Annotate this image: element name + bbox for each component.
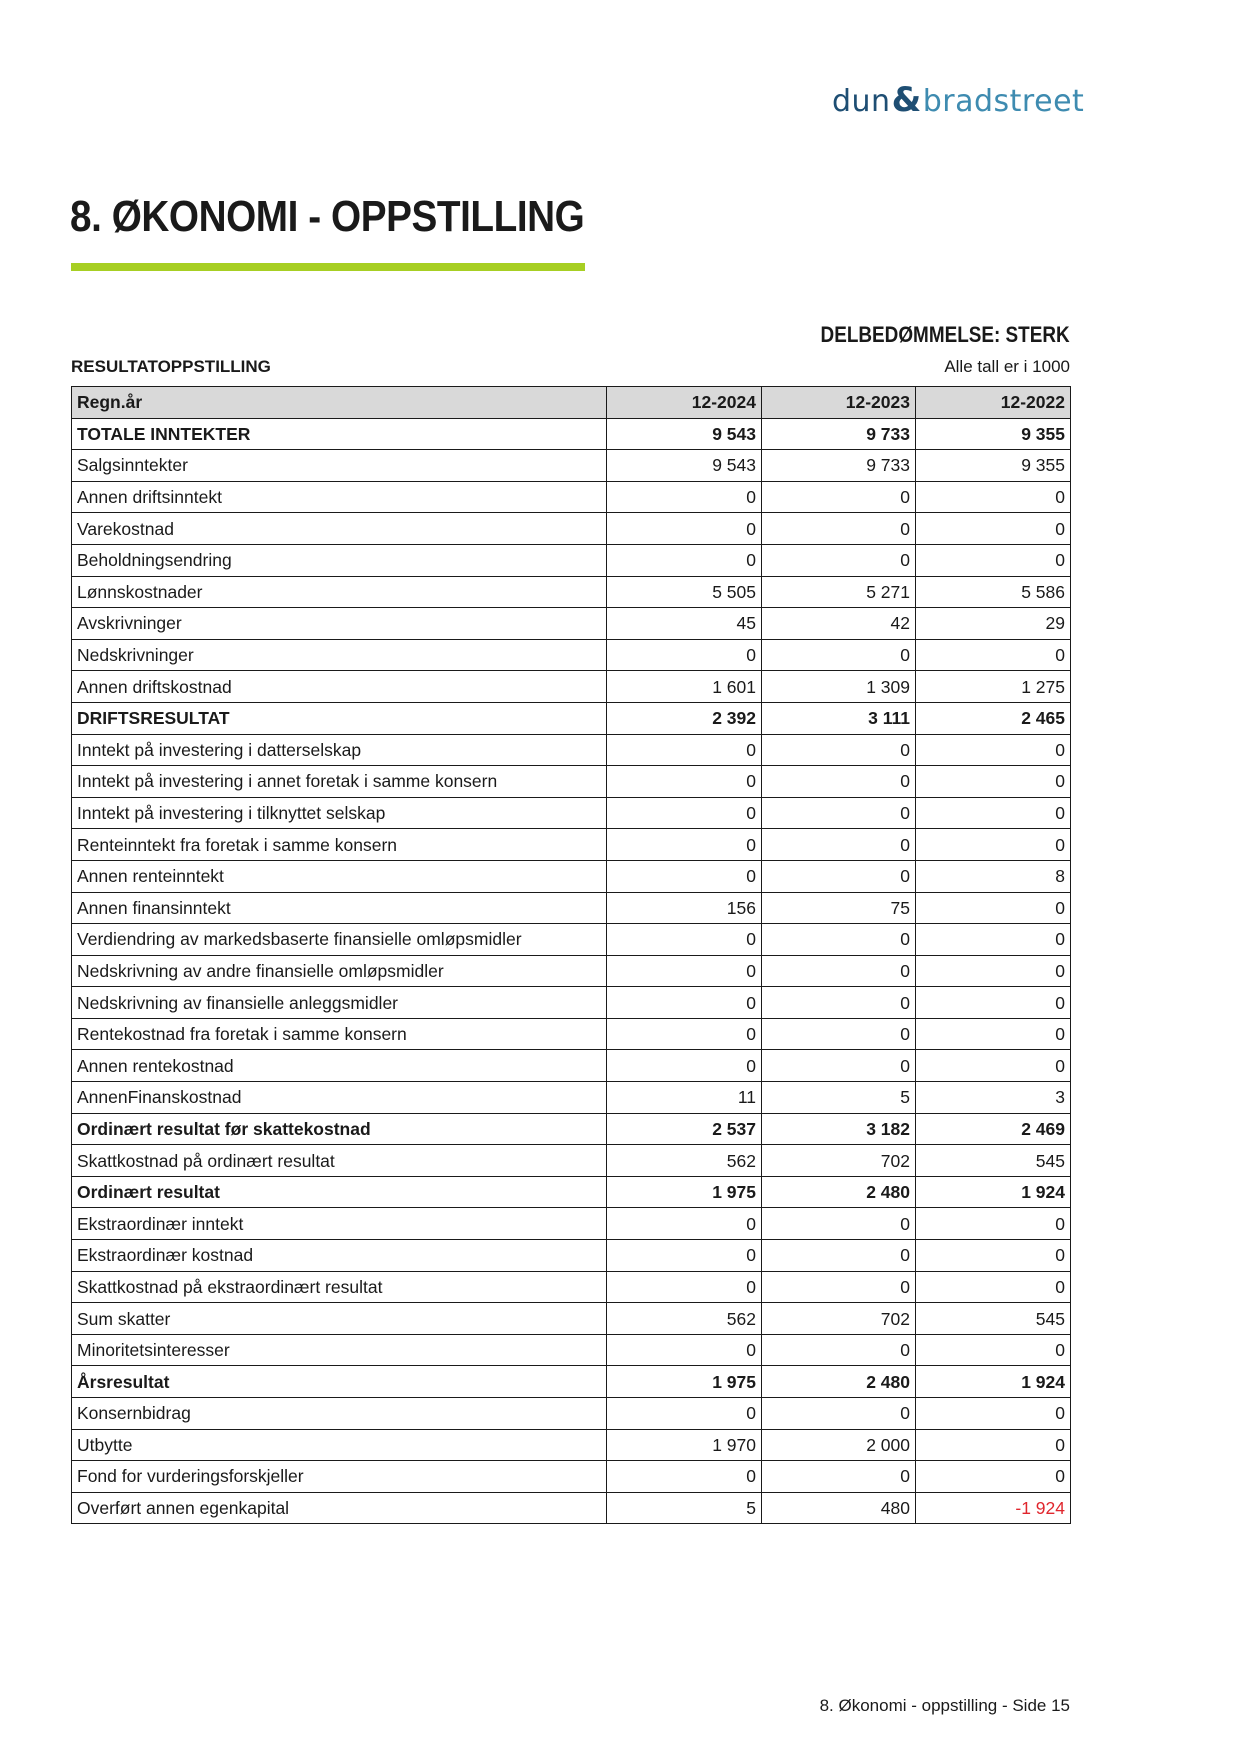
- table-row: [72, 544, 1071, 576]
- row-value: 0: [607, 1398, 762, 1430]
- row-value: 0: [762, 1240, 916, 1272]
- row-value: 3 111: [762, 702, 916, 734]
- row-value: 0: [916, 987, 1071, 1019]
- column-header-2023: 12-2023: [762, 387, 916, 419]
- row-value: 0: [607, 860, 762, 892]
- row-value: 9 543: [607, 450, 762, 482]
- rating-label: DELBEDØMMELSE: STERK: [820, 322, 1070, 347]
- row-value: 0: [762, 544, 916, 576]
- table-row: [72, 481, 1071, 513]
- row-value: 0: [916, 639, 1071, 671]
- row-value: 1 309: [762, 671, 916, 703]
- row-value: 0: [762, 797, 916, 829]
- dun-bradstreet-logo: [832, 80, 1085, 120]
- row-value: 0: [762, 1334, 916, 1366]
- row-label: Minoritetsinteresser: [72, 1334, 607, 1366]
- row-value: 0: [762, 924, 916, 956]
- logo-text-dun: dun: [832, 84, 891, 119]
- row-value: 545: [916, 1145, 1071, 1177]
- table-row: [72, 1176, 1071, 1208]
- row-value: 2 537: [607, 1113, 762, 1145]
- row-value: 0: [607, 987, 762, 1019]
- table-row: [72, 450, 1071, 482]
- table-row: [72, 734, 1071, 766]
- row-value: 5: [607, 1492, 762, 1524]
- row-value: 1 975: [607, 1176, 762, 1208]
- row-label: Renteinntekt fra foretak i samme konsern: [72, 829, 607, 861]
- row-label: Annen renteinntekt: [72, 860, 607, 892]
- row-value: 0: [762, 734, 916, 766]
- row-value: 0: [916, 1018, 1071, 1050]
- section-heading: RESULTATOPPSTILLING: [71, 357, 271, 376]
- row-value: 0: [916, 513, 1071, 545]
- row-value: 0: [916, 481, 1071, 513]
- row-value: 0: [607, 797, 762, 829]
- table-row: [72, 639, 1071, 671]
- table-row: [72, 1492, 1071, 1524]
- row-value: 0: [607, 955, 762, 987]
- row-label: Annen finansinntekt: [72, 892, 607, 924]
- row-value: 5 271: [762, 576, 916, 608]
- row-value: 0: [607, 829, 762, 861]
- row-value: 0: [607, 513, 762, 545]
- table-row: [72, 829, 1071, 861]
- row-label: Overført annen egenkapital: [72, 1492, 607, 1524]
- row-value: 9 355: [916, 450, 1071, 482]
- row-value: 480: [762, 1492, 916, 1524]
- row-value: 0: [916, 1050, 1071, 1082]
- row-value: 1 601: [607, 671, 762, 703]
- income-statement-table: [71, 386, 1071, 1524]
- row-value: 0: [762, 829, 916, 861]
- row-value: 2 465: [916, 702, 1071, 734]
- row-value: 0: [916, 892, 1071, 924]
- unit-note: Alle tall er i 1000: [944, 357, 1070, 376]
- table-row: [72, 1240, 1071, 1272]
- page-footer: 8. Økonomi - oppstilling - Side 15: [819, 1696, 1070, 1715]
- table-row: [72, 1208, 1071, 1240]
- table-header-row: [72, 387, 1071, 419]
- row-value: 702: [762, 1145, 916, 1177]
- row-value: 0: [916, 797, 1071, 829]
- row-value: 0: [762, 481, 916, 513]
- row-label: Sum skatter: [72, 1303, 607, 1335]
- row-label: Annen driftskostnad: [72, 671, 607, 703]
- row-value: 0: [762, 987, 916, 1019]
- row-value: 562: [607, 1145, 762, 1177]
- row-value: 1 924: [916, 1176, 1071, 1208]
- row-value: 0: [916, 1240, 1071, 1272]
- row-label: Lønnskostnader: [72, 576, 607, 608]
- row-value: 5 505: [607, 576, 762, 608]
- row-label: Inntekt på investering i annet foretak i samme konsern: [72, 766, 607, 798]
- row-value: 29: [916, 608, 1071, 640]
- row-value: 0: [607, 766, 762, 798]
- row-value: 9 543: [607, 418, 762, 450]
- table-row: [72, 1082, 1071, 1114]
- row-value: 0: [916, 955, 1071, 987]
- row-label: Avskrivninger: [72, 608, 607, 640]
- row-value: 9 355: [916, 418, 1071, 450]
- row-value: 0: [762, 1461, 916, 1493]
- row-value: 0: [916, 1208, 1071, 1240]
- table-row: [72, 1113, 1071, 1145]
- table-row: [72, 1145, 1071, 1177]
- row-value: 42: [762, 608, 916, 640]
- row-label: Fond for vurderingsforskjeller: [72, 1461, 607, 1493]
- row-value: 0: [607, 1018, 762, 1050]
- row-value: 2 480: [762, 1176, 916, 1208]
- table-row: [72, 1050, 1071, 1082]
- table-row: [72, 987, 1071, 1019]
- row-value: 562: [607, 1303, 762, 1335]
- logo-ampersand-icon: &: [891, 80, 922, 120]
- row-value: 0: [762, 639, 916, 671]
- table-row: [72, 608, 1071, 640]
- table-row: [72, 1366, 1071, 1398]
- row-value: 0: [607, 1271, 762, 1303]
- row-label: Konsernbidrag: [72, 1398, 607, 1430]
- row-value: -1 924: [916, 1492, 1071, 1524]
- row-value: 1 975: [607, 1366, 762, 1398]
- row-value: 0: [762, 1208, 916, 1240]
- row-value: 0: [916, 734, 1071, 766]
- table-row: [72, 797, 1071, 829]
- row-value: 75: [762, 892, 916, 924]
- table-row: [72, 766, 1071, 798]
- row-value: 0: [762, 1398, 916, 1430]
- column-header-year: Regn.år: [72, 387, 607, 419]
- table-row: [72, 671, 1071, 703]
- row-label: Årsresultat: [72, 1366, 607, 1398]
- table-row: [72, 1303, 1071, 1335]
- row-label: Ordinært resultat: [72, 1176, 607, 1208]
- row-label: Salgsinntekter: [72, 450, 607, 482]
- table-row: [72, 702, 1071, 734]
- column-header-2024: 12-2024: [607, 387, 762, 419]
- row-value: 0: [607, 1240, 762, 1272]
- table-body: [72, 418, 1071, 1524]
- row-value: 0: [762, 766, 916, 798]
- row-label: Nedskrivning av finansielle anleggsmidler: [72, 987, 607, 1019]
- row-value: 5 586: [916, 576, 1071, 608]
- row-value: 0: [607, 1334, 762, 1366]
- row-label: Verdiendring av markedsbaserte finansielle omløpsmidler: [72, 924, 607, 956]
- row-value: 702: [762, 1303, 916, 1335]
- row-value: 2 000: [762, 1429, 916, 1461]
- row-value: 0: [607, 1208, 762, 1240]
- row-value: 0: [916, 1271, 1071, 1303]
- row-value: 0: [762, 1018, 916, 1050]
- table-row: [72, 1429, 1071, 1461]
- row-label: Nedskrivninger: [72, 639, 607, 671]
- row-label: Varekostnad: [72, 513, 607, 545]
- table-row: [72, 892, 1071, 924]
- column-header-2022: 12-2022: [916, 387, 1071, 419]
- row-value: 1 275: [916, 671, 1071, 703]
- row-value: 1 924: [916, 1366, 1071, 1398]
- row-value: 2 480: [762, 1366, 916, 1398]
- row-label: Ekstraordinær inntekt: [72, 1208, 607, 1240]
- row-value: 9 733: [762, 450, 916, 482]
- row-value: 0: [607, 544, 762, 576]
- row-value: 0: [762, 1050, 916, 1082]
- row-value: 0: [916, 766, 1071, 798]
- row-value: 3 182: [762, 1113, 916, 1145]
- row-value: 0: [916, 1334, 1071, 1366]
- row-value: 0: [916, 544, 1071, 576]
- row-value: 11: [607, 1082, 762, 1114]
- row-value: 0: [607, 1050, 762, 1082]
- row-value: 1 970: [607, 1429, 762, 1461]
- row-label: AnnenFinanskostnad: [72, 1082, 607, 1114]
- row-label: TOTALE INNTEKTER: [72, 418, 607, 450]
- row-value: 0: [916, 1429, 1071, 1461]
- row-value: 5: [762, 1082, 916, 1114]
- logo-text-bradstreet: bradstreet: [922, 84, 1085, 119]
- row-label: Ordinært resultat før skattekostnad: [72, 1113, 607, 1145]
- table-row: [72, 418, 1071, 450]
- table-row: [72, 1461, 1071, 1493]
- row-label: Inntekt på investering i tilknyttet selskap: [72, 797, 607, 829]
- row-value: 156: [607, 892, 762, 924]
- row-label: Nedskrivning av andre finansielle omløpsmidler: [72, 955, 607, 987]
- row-value: 3: [916, 1082, 1071, 1114]
- row-label: Annen driftsinntekt: [72, 481, 607, 513]
- row-value: 0: [762, 1271, 916, 1303]
- row-label: DRIFTSRESULTAT: [72, 702, 607, 734]
- row-value: 2 469: [916, 1113, 1071, 1145]
- row-value: 0: [762, 860, 916, 892]
- table-row: [72, 1334, 1071, 1366]
- table-row: [72, 513, 1071, 545]
- table-row: [72, 860, 1071, 892]
- row-value: 545: [916, 1303, 1071, 1335]
- row-value: 0: [607, 1461, 762, 1493]
- row-label: Beholdningsendring: [72, 544, 607, 576]
- row-label: Annen rentekostnad: [72, 1050, 607, 1082]
- row-value: 0: [762, 955, 916, 987]
- table-row: [72, 1398, 1071, 1430]
- table-row: [72, 924, 1071, 956]
- row-value: 9 733: [762, 418, 916, 450]
- row-value: 0: [607, 639, 762, 671]
- row-value: 0: [762, 513, 916, 545]
- row-label: Inntekt på investering i datterselskap: [72, 734, 607, 766]
- row-label: Utbytte: [72, 1429, 607, 1461]
- row-label: Skattkostnad på ekstraordinært resultat: [72, 1271, 607, 1303]
- row-label: Skattkostnad på ordinært resultat: [72, 1145, 607, 1177]
- title-underline-divider: [71, 263, 585, 271]
- row-value: 0: [607, 734, 762, 766]
- row-value: 2 392: [607, 702, 762, 734]
- row-label: Rentekostnad fra foretak i samme konsern: [72, 1018, 607, 1050]
- row-value: 0: [916, 1461, 1071, 1493]
- row-value: 45: [607, 608, 762, 640]
- table-row: [72, 1018, 1071, 1050]
- page-title: 8. ØKONOMI - OPPSTILLING: [70, 192, 585, 241]
- row-value: 0: [607, 481, 762, 513]
- row-value: 0: [916, 924, 1071, 956]
- table-row: [72, 1271, 1071, 1303]
- row-label: Ekstraordinær kostnad: [72, 1240, 607, 1272]
- table-row: [72, 955, 1071, 987]
- row-value: 8: [916, 860, 1071, 892]
- row-value: 0: [916, 1398, 1071, 1430]
- table-row: [72, 576, 1071, 608]
- row-value: 0: [607, 924, 762, 956]
- row-value: 0: [916, 829, 1071, 861]
